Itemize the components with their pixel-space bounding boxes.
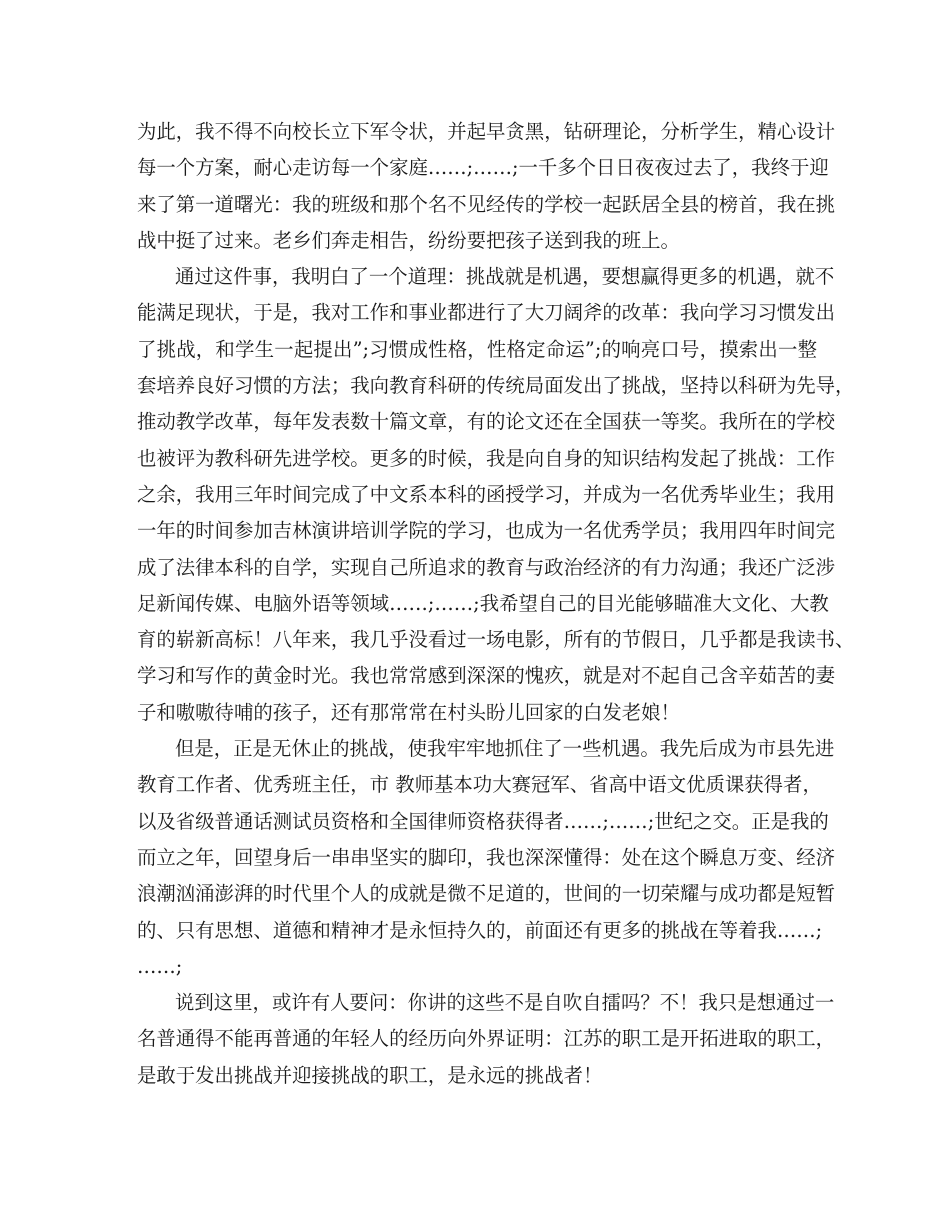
paragraph-4	[137, 985, 836, 1094]
text-line: 推动教学改革，每年发表数十篇文章，有的论文还在全国获一等奖。我所在的学校	[137, 410, 836, 434]
text-line: 也被评为教科研先进学校。更多的时候，我是向自身的知识结构发起了挑战：工作	[137, 446, 836, 470]
text-line: 名普通得不能再普通的年轻人的经历向外界证明：江苏的职工是开拓进取的职工，	[137, 1027, 836, 1051]
text-line: 战中挺了过来。老乡们奔走相告，纷纷要把孩子送到我的班上。	[137, 228, 680, 252]
text-line: 子和嗷嗷待哺的孩子，还有那常常在村头盼儿回家的白发老娘！	[137, 700, 680, 724]
text-line: 是敢于发出挑战并迎接挑战的职工，是永远的挑战者！	[137, 1063, 603, 1087]
text-line: 的、只有思想、道德和精神才是永恒持久的，前面还有更多的挑战在等着我……;	[137, 918, 823, 942]
text-line: 成了法律本科的自学，实现自己所追求的教育与政治经济的有力沟通；我还广泛涉	[137, 555, 836, 579]
text-line: 为此，我不得不向校长立下军令状，并起早贪黑，钻研理论，分析学生，精心设计	[137, 120, 836, 143]
text-line: 来了第一道曙光：我的班级和那个名不见经传的学校一起跃居全县的榜首，我在挑	[137, 192, 836, 216]
paragraph-3	[137, 731, 836, 985]
text-line: 教育工作者、优秀班主任，市 教师基本功大赛冠军、省高中语文优质课获得者，	[137, 773, 822, 797]
text-line: 以及省级普通话测试员资格和全国律师资格获得者……;……;世纪之交。正是我的	[137, 809, 829, 833]
text-line: 每一个方案，耐心走访每一个家庭……;……;一千多个日日夜夜过去了，我终于迎	[137, 156, 829, 180]
text-line: 育的崭新高标！八年来，我几乎没看过一场电影，所有的节假日，几乎都是我读书、	[137, 628, 855, 652]
paragraph-1	[137, 114, 836, 259]
text-line: 学习和写作的黄金时光。我也常常感到深深的愧疚，就是对不起自己含辛茹苦的妻	[137, 664, 836, 688]
document-body	[137, 114, 855, 1094]
text-line: ……;	[137, 954, 183, 978]
text-line: 但是，正是无休止的挑战，使我牢牢地抓住了一些机遇。我先后成为市县先进	[175, 737, 835, 761]
text-line: 能满足现状，于是，我对工作和事业都进行了大刀阔斧的改革：我向学习习惯发出	[137, 301, 836, 325]
text-line: 而立之年，回望身后一串串坚实的脚印，我也深深懂得：处在这个瞬息万变、经济	[137, 845, 836, 869]
text-line: 说到这里，或许有人要问：你讲的这些不是自吹自擂吗？不！我只是想通过一	[175, 991, 835, 1015]
text-line: 足新闻传媒、电脑外语等领域……;……;我希望自己的目光能够瞄准大文化、大教	[137, 591, 829, 615]
text-line: 通过这件事，我明白了一个道理：挑战就是机遇，要想赢得更多的机遇，就不	[175, 265, 835, 289]
text-line: 套培养良好习惯的方法；我向教育科研的传统局面发出了挑战，坚持以科研为先导，	[137, 374, 855, 398]
text-line: 浪潮汹涌澎湃的时代里个人的成就是微不足道的，世间的一切荣耀与成功都是短暂	[137, 882, 836, 906]
text-line: 一年的时间参加吉林演讲培训学院的学习，也成为一名优秀学员；我用四年时间完	[137, 519, 836, 543]
paragraph-2	[137, 259, 855, 731]
text-line: 了挑战，和学生一起提出”;习惯成性格，性格定命运”;的响亮口号，摸索出一整	[137, 337, 817, 361]
text-line: 之余，我用三年时间完成了中文系本科的函授学习，并成为一名优秀毕业生；我用	[137, 482, 836, 506]
